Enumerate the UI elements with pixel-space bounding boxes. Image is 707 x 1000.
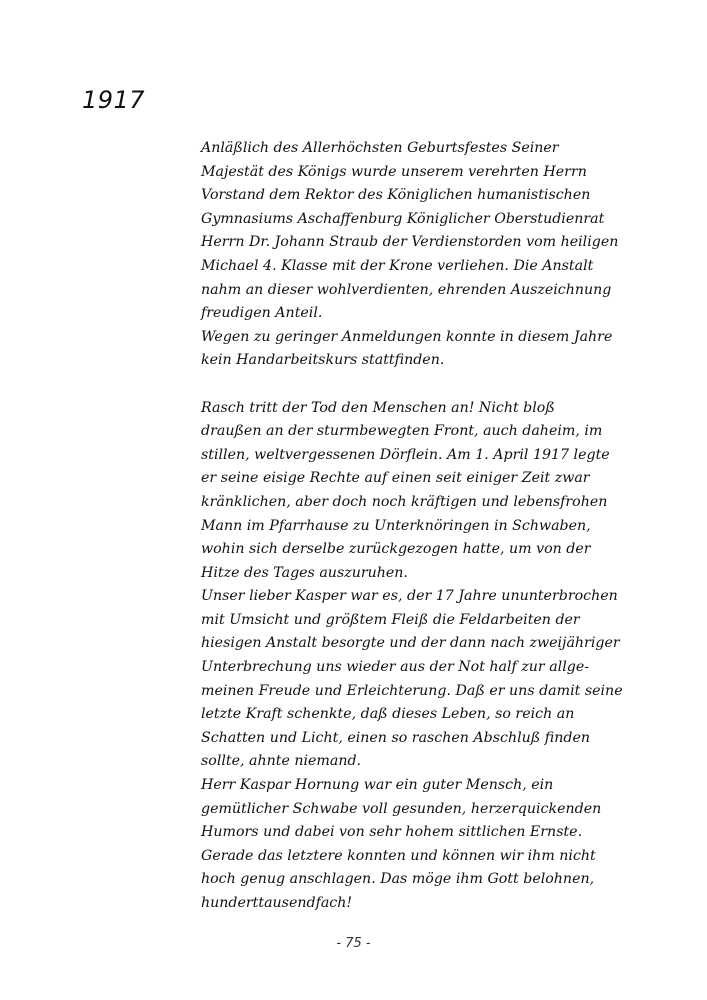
text-line: Mann im Pfarrhause zu Unterknöringen in Schwaben,	[201, 517, 591, 534]
paragraph-course	[201, 326, 641, 373]
text-line: Gerade das letztere konnten und können wir ihm nicht	[201, 847, 596, 864]
page-number: - 75 -	[336, 936, 371, 951]
paragraph-hornung	[201, 774, 641, 916]
text-line: hoch genug anschlagen. Das möge ihm Gott belohnen,	[201, 871, 595, 888]
text-line: Michael 4. Klasse mit der Krone verliehen. Die Anstalt	[201, 257, 594, 274]
text-line: Vorstand dem Rektor des Königlichen humanistischen	[201, 187, 591, 204]
text-line: Majestät des Königs wurde unserem verehrten Herrn	[201, 163, 587, 180]
paragraph-kasper	[201, 585, 641, 774]
text-line: Herrn Dr. Johann Straub der Verdienstorden vom heiligen	[201, 234, 619, 251]
text-line: Gymnasiums Aschaffenburg Königlicher Oberstudienrat	[201, 210, 605, 227]
paragraph-spacer	[201, 373, 641, 397]
text-line: wohin sich derselbe zurückgezogen hatte, um von der	[201, 541, 591, 558]
text-line: nahm an dieser wohlverdienten, ehrenden Auszeichnung	[201, 281, 612, 298]
text-line: draußen an der sturmbewegten Front, auch daheim, im	[201, 423, 603, 440]
text-line: Herr Kaspar Hornung war ein guter Mensch, ein	[201, 777, 554, 794]
text-line: sollte, ahnte niemand.	[201, 753, 362, 770]
paragraph-honor	[201, 137, 641, 326]
text-line: Humors und dabei von sehr hohem sittlichen Ernste.	[201, 824, 583, 841]
text-line: Schatten und Licht, einen so raschen Abschluß finden	[201, 729, 590, 746]
text-line: hiesigen Anstalt besorgte und der dann nach zweijähriger	[201, 635, 620, 652]
text-line: mit Umsicht und größtem Fleiß die Feldarbeiten der	[201, 611, 580, 628]
text-line: Wegen zu geringer Anmeldungen konnte in diesem Jahre	[201, 328, 613, 345]
text-line: Anläßlich des Allerhöchsten Geburtsfestes Seiner	[201, 140, 559, 156]
paragraph-death	[201, 397, 641, 586]
text-line: gemütlicher Schwabe voll gesunden, herzerquickenden	[201, 800, 602, 817]
text-line: Unterbrechung uns wieder aus der Not half zur allge-	[201, 659, 590, 676]
text-line: Rasch tritt der Tod den Menschen an! Nicht bloß	[201, 399, 555, 416]
text-line: Unser lieber Kasper war es, der 17 Jahre ununterbrochen	[201, 588, 618, 605]
text-line: letzte Kraft schenkte, daß dieses Leben, so reich an	[201, 706, 575, 723]
body-text	[201, 137, 641, 916]
text-line: kränklichen, aber doch noch kräftigen und lebensfrohen	[201, 493, 608, 510]
text-line: kein Handarbeitskurs stattfinden.	[201, 352, 445, 369]
text-line: meinen Freude und Erleichterung. Daß er uns damit seine	[201, 682, 623, 699]
text-line: hunderttausendfach!	[201, 895, 353, 911]
text-line: freudigen Anteil.	[201, 305, 323, 322]
year-heading: 1917	[82, 86, 146, 114]
text-line: er seine eisige Rechte auf einen seit einiger Zeit zwar	[201, 470, 590, 487]
text-line: stillen, weltvergessenen Dörflein. Am 1. April 1917 legte	[201, 446, 610, 463]
text-line: Hitze des Tages auszuruhen.	[201, 564, 408, 581]
